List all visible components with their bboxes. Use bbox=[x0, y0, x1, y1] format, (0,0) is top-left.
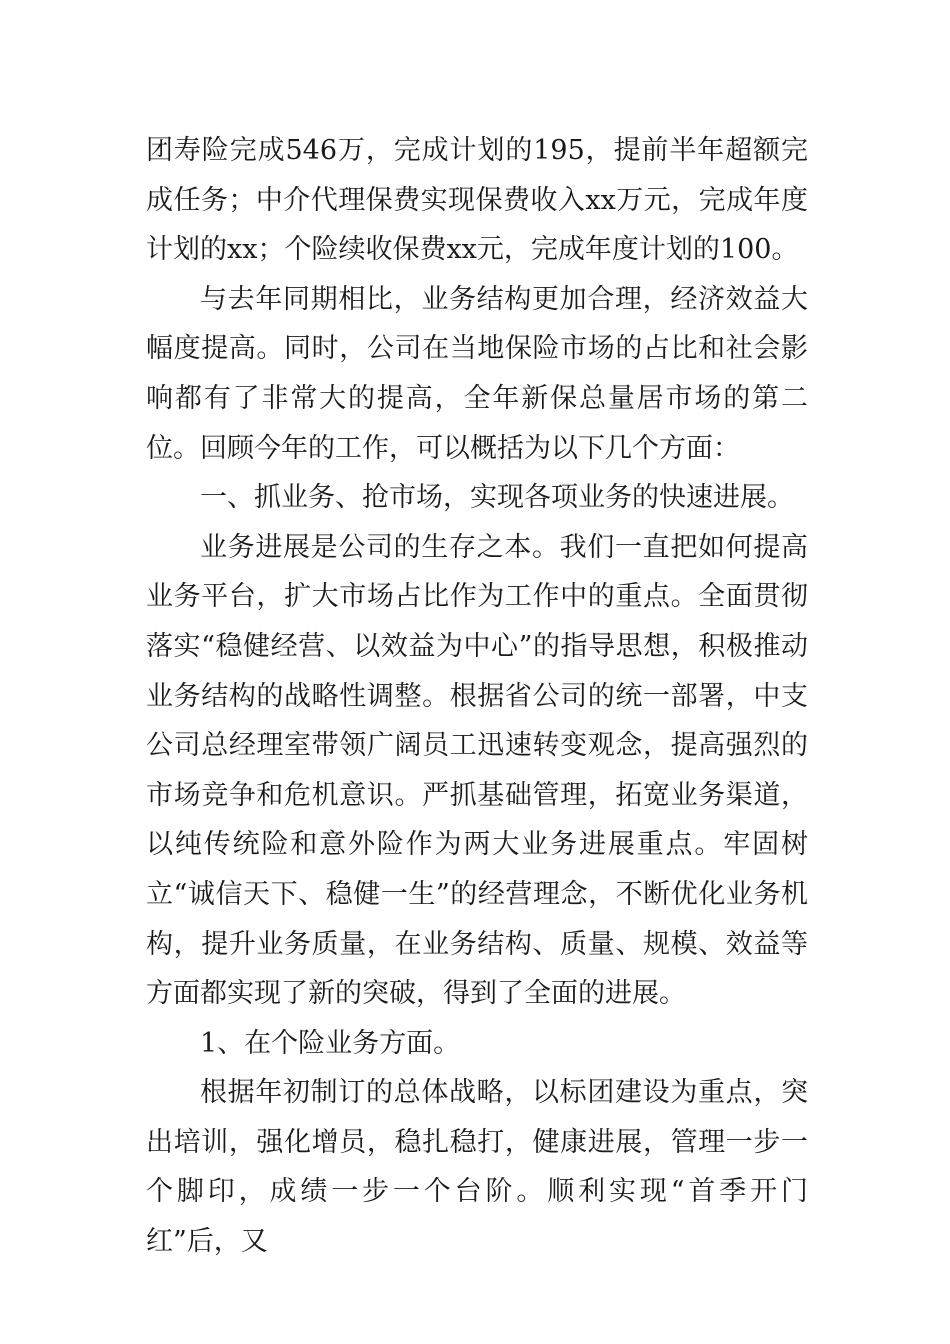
section-heading-1: 一、抓业务、抢市场，实现各项业务的快速进展。 bbox=[200, 482, 794, 514]
paragraph-summary: 与去年同期相比，业务结构更加合理，经济效益大幅度提高。同时，公司在当地保险市场的占比和社会影响都有了非常大的提高，全年新保总量居市场的第二位。回顾今年的工作，可以概括为以下几个方面： bbox=[146, 283, 808, 464]
paragraph-individual-insurance: 根据年初制订的总体战略，以标团建设为重点，突出培训，强化增员，稳扎稳打，健康进展，管理一步一个脚印，成绩一步一个台阶。顺利实现“首季开门红”后，又 bbox=[146, 1077, 808, 1258]
paragraph-continuation: 团寿险完成546万，完成计划的195，提前半年超额完成任务；中介代理保费实现保费收入xx万元，完成年度计划的xx；个险续收保费xx元，完成年度计划的100。 bbox=[146, 135, 808, 266]
paragraph-business-development: 业务进展是公司的生存之本。我们一直把如何提高业务平台，扩大市场占比作为工作中的重点。全面贯彻落实“稳健经营、以效益为中心”的指导思想，积极推动业务结构的战略性调整。根据省公司的统一部署，中支公司总经理室带领广阔员工迅速转变观念，提高强烈的市场竞争和危机意识。严抓基础管理，拓宽业务渠道，以纯传统险和意外险作为两大业务进展重点。牢固树立“诚信天下、稳健一生”的经营理念，不断优化业务机构，提升业务质量，在业务结构、质量、规模、效益等方面都实现了新的突破，得到了全面的进展。 bbox=[146, 531, 808, 1010]
document-body bbox=[146, 126, 808, 1267]
subsection-heading-1: 1、在个险业务方面。 bbox=[200, 1027, 461, 1059]
